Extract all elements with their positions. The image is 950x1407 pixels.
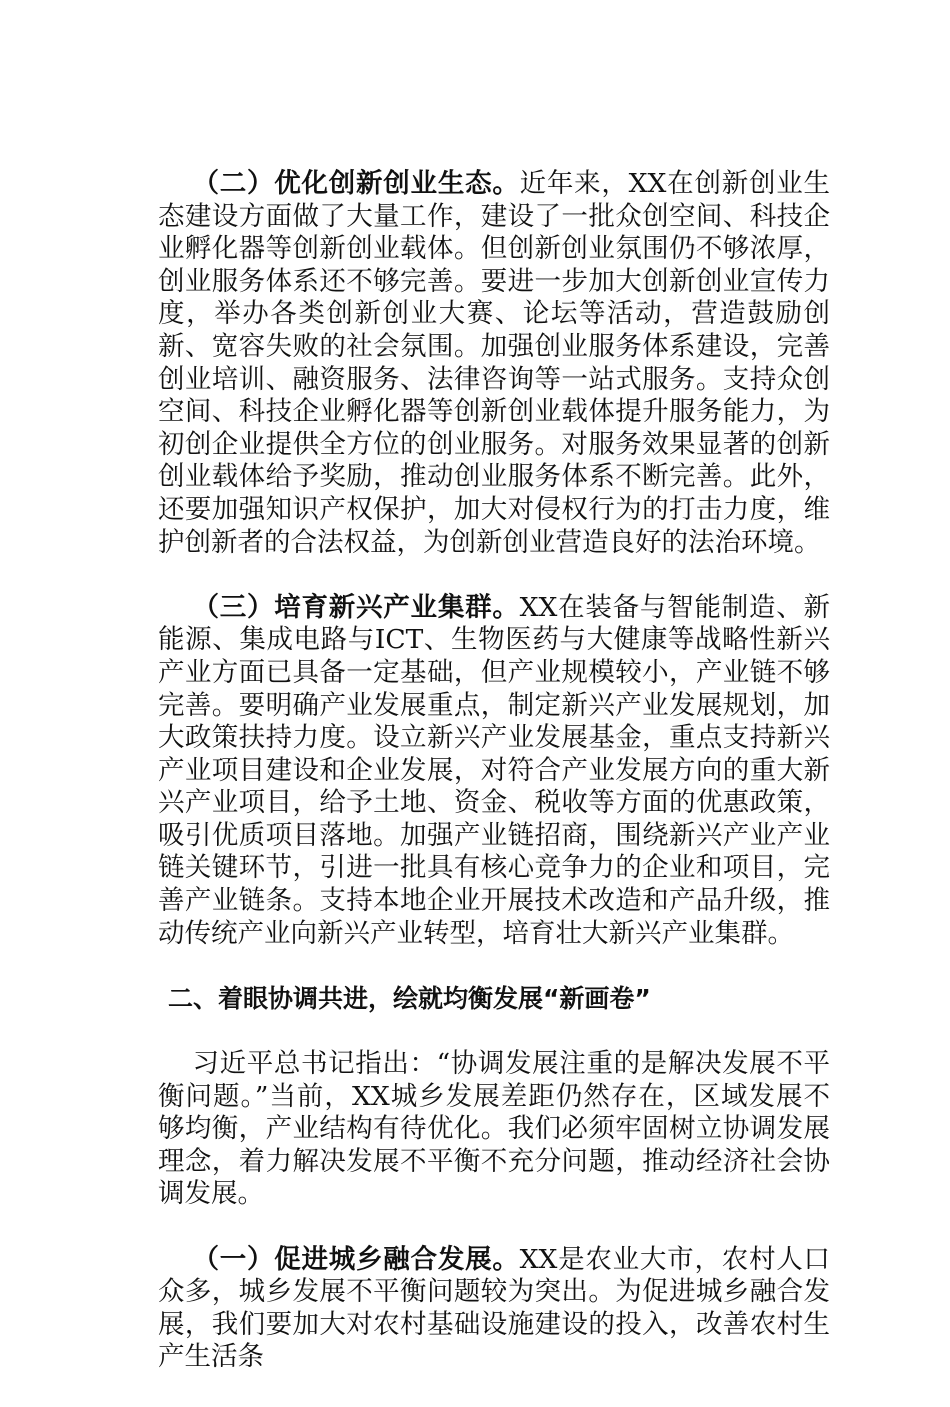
paragraph-optimize-innovation xyxy=(158,168,830,559)
section-heading: 二、着眼协调共进，绘就均衡发展“新画卷” xyxy=(168,983,651,1013)
paragraph-lead: （三）培育新兴产业集群。 xyxy=(192,591,520,623)
section-intro: 习近平总书记指出：“协调发展注重的是解决发展不平衡问题。”当前，XX城乡发展差距仍然存在，区域发展不够均衡，产业结构有待优化。我们必须牢固树立协调发展理念，着力解决发展不平衡不充分问题，推动经济社会协调发展。 xyxy=(158,1048,830,1210)
paragraph-lead: （一）促进城乡融合发展。 xyxy=(192,1243,520,1275)
paragraph-urban-rural xyxy=(158,1244,830,1374)
paragraph-body: XX在装备与智能制造、新能源、集成电路与ICT、生物医药与大健康等战略性新兴产业方面已具备一定基础，但产业规模较小，产业链不够完善。要明确产业发展重点，制定新兴产业发展规划，加大政策扶持力度。设立新兴产业发展基金，重点支持新兴产业项目建设和企业发展，对符合产业发展方向的重大新兴产业项目，给予土地、资金、税收等方面的优惠政策，吸引优质项目落地。加强产业链招商，围绕新兴产业产业链关键环节，引进一批具有核心竞争力的企业和项目，完善产业链条。支持本地企业开展技术改造和产品升级，推动传统产业向新兴产业转型，培育壮大新兴产业集群。 xyxy=(158,591,831,949)
document-page xyxy=(158,168,830,1407)
paragraph-lead: （二）优化创新创业生态。 xyxy=(192,168,520,199)
paragraph-body: XX是农业大市，农村人口众多，城乡发展不平衡问题较为突出。为促进城乡融合发展，我们要加大对农村基础设施建设的投入，改善农村生产生活条 xyxy=(158,1243,831,1373)
paragraph-emerging-industry xyxy=(158,592,830,951)
paragraph-body: 近年来，XX在创新创业生态建设方面做了大量工作，建设了一批众创空间、科技企业孵化器等创新创业载体。但创新创业氛围仍不够浓厚，创业服务体系还不够完善。要进一步加大创新创业宣传力度，举办各类创新创业大赛、论坛等活动，营造鼓励创新、宽容失败的社会氛围。加强创业服务体系建设，完善创业培训、融资服务、法律咨询等一站式服务。支持众创空间、科技企业孵化器等创新创业载体提升服务能力，为初创企业提供全方位的创业服务。对服务效果显著的创新创业载体给予奖励，推动创业服务体系不断完善。此外，还要加强知识产权保护，加大对侵权行为的打击力度，维护创新者的合法权益，为创新创业营造良好的法治环境。 xyxy=(158,168,831,558)
